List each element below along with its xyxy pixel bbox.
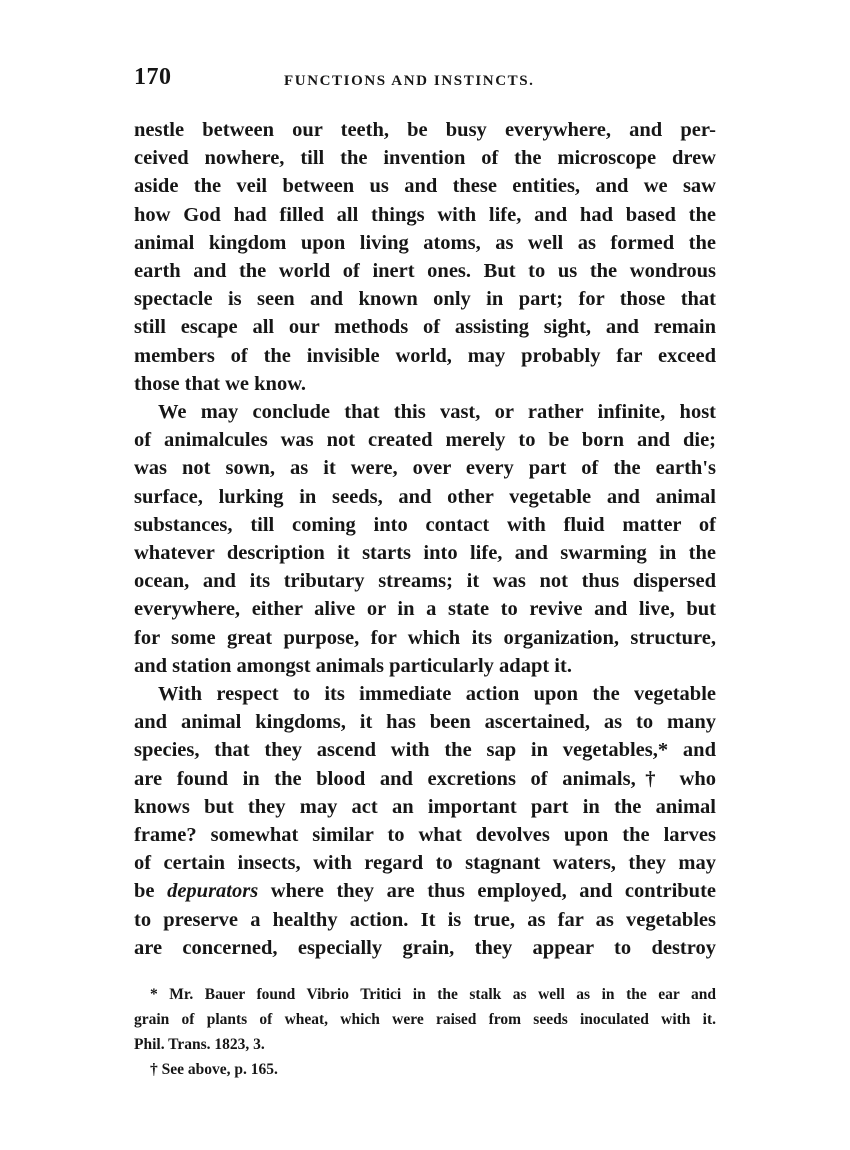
text-line: surface, lurking in seeds, and other vegetable and animal xyxy=(134,485,716,508)
text-line: to preserve a healthy action. It is true, as far as vegetables xyxy=(134,908,716,931)
body-text xyxy=(134,116,716,962)
text-line: spectacle is seen and known only in part; for those that xyxy=(134,288,716,311)
text-line: ceived nowhere, till the invention of the microscope drew xyxy=(134,147,716,170)
text-line: species, that they ascend with the sap in vegetables,* and xyxy=(134,739,716,762)
paragraph-2 xyxy=(134,398,716,680)
paragraph-3 xyxy=(134,680,716,962)
text-line: everywhere, either alive or in a state to revive and live, but xyxy=(134,598,716,621)
text-line: how God had filled all things with life, and had based the xyxy=(134,203,716,226)
text-line: for some great purpose, for which its organization, structure, xyxy=(134,626,716,649)
footnote-1 xyxy=(134,982,716,1057)
text-line: are found in the blood and excretions of animals,† who xyxy=(134,767,716,790)
text-line-with-italic xyxy=(134,877,716,905)
page-number: 170 xyxy=(134,64,172,90)
line-end: where they are thus employed, and contribute xyxy=(270,880,717,903)
text-line: We may conclude that this vast, or rather infinite, host xyxy=(158,401,716,424)
line-start: be xyxy=(134,880,155,903)
running-title: FUNCTIONS AND INSTINCTS. xyxy=(284,73,535,89)
text-line: With respect to its immediate action upon the vegetable xyxy=(158,683,716,706)
text-line: and animal kingdoms, it has been ascertained, as to many xyxy=(134,711,716,734)
page-header xyxy=(134,64,714,98)
text-line: was not sown, as it were, over every part of the earth's xyxy=(134,457,716,480)
text-line: of certain insects, with regard to stagnant waters, they may xyxy=(134,852,716,875)
footnotes xyxy=(134,982,716,1082)
footnote-line: grain of plants of wheat, which were raised from seeds inoculated with it. xyxy=(134,1011,716,1028)
footnote-2 xyxy=(134,1057,716,1082)
text-line: those that we know. xyxy=(134,372,306,395)
text-line: are concerned, especially grain, they appear to destroy xyxy=(134,936,716,959)
text-line: animal kingdom upon living atoms, as well as formed the xyxy=(134,231,716,254)
text-line: nestle between our teeth, be busy everywhere, and per- xyxy=(134,119,716,141)
text-line: and station amongst animals particularly adapt it. xyxy=(134,654,572,677)
footnote-line: † See above, p. 165. xyxy=(150,1061,278,1078)
paragraph-1 xyxy=(134,116,716,398)
text-line: members of the invisible world, may probably far exceed xyxy=(134,344,716,367)
footnote-line: Phil. Trans. 1823, 3. xyxy=(134,1036,265,1053)
text-line: knows but they may act an important part in the animal xyxy=(134,795,716,818)
text-line: of animalcules was not created merely to be born and die; xyxy=(134,429,716,452)
text-line: still escape all our methods of assisting sight, and remain xyxy=(134,316,716,339)
text-line: earth and the world of inert ones. But to us the wondrous xyxy=(134,260,716,283)
text-line: aside the veil between us and these entities, and we saw xyxy=(134,175,716,198)
text-line: whatever description it starts into life, and swarming in the xyxy=(134,542,716,565)
text-line: frame? somewhat similar to what devolves upon the larves xyxy=(134,824,716,847)
text-line: substances, till coming into contact with fluid matter of xyxy=(134,513,716,536)
text-line: ocean, and its tributary streams; it was not thus dispersed xyxy=(134,570,716,593)
footnote-line: * Mr. Bauer found Vibrio Tritici in the stalk as well as in the ear and xyxy=(150,986,716,1003)
italic-term: depurators xyxy=(167,880,259,903)
